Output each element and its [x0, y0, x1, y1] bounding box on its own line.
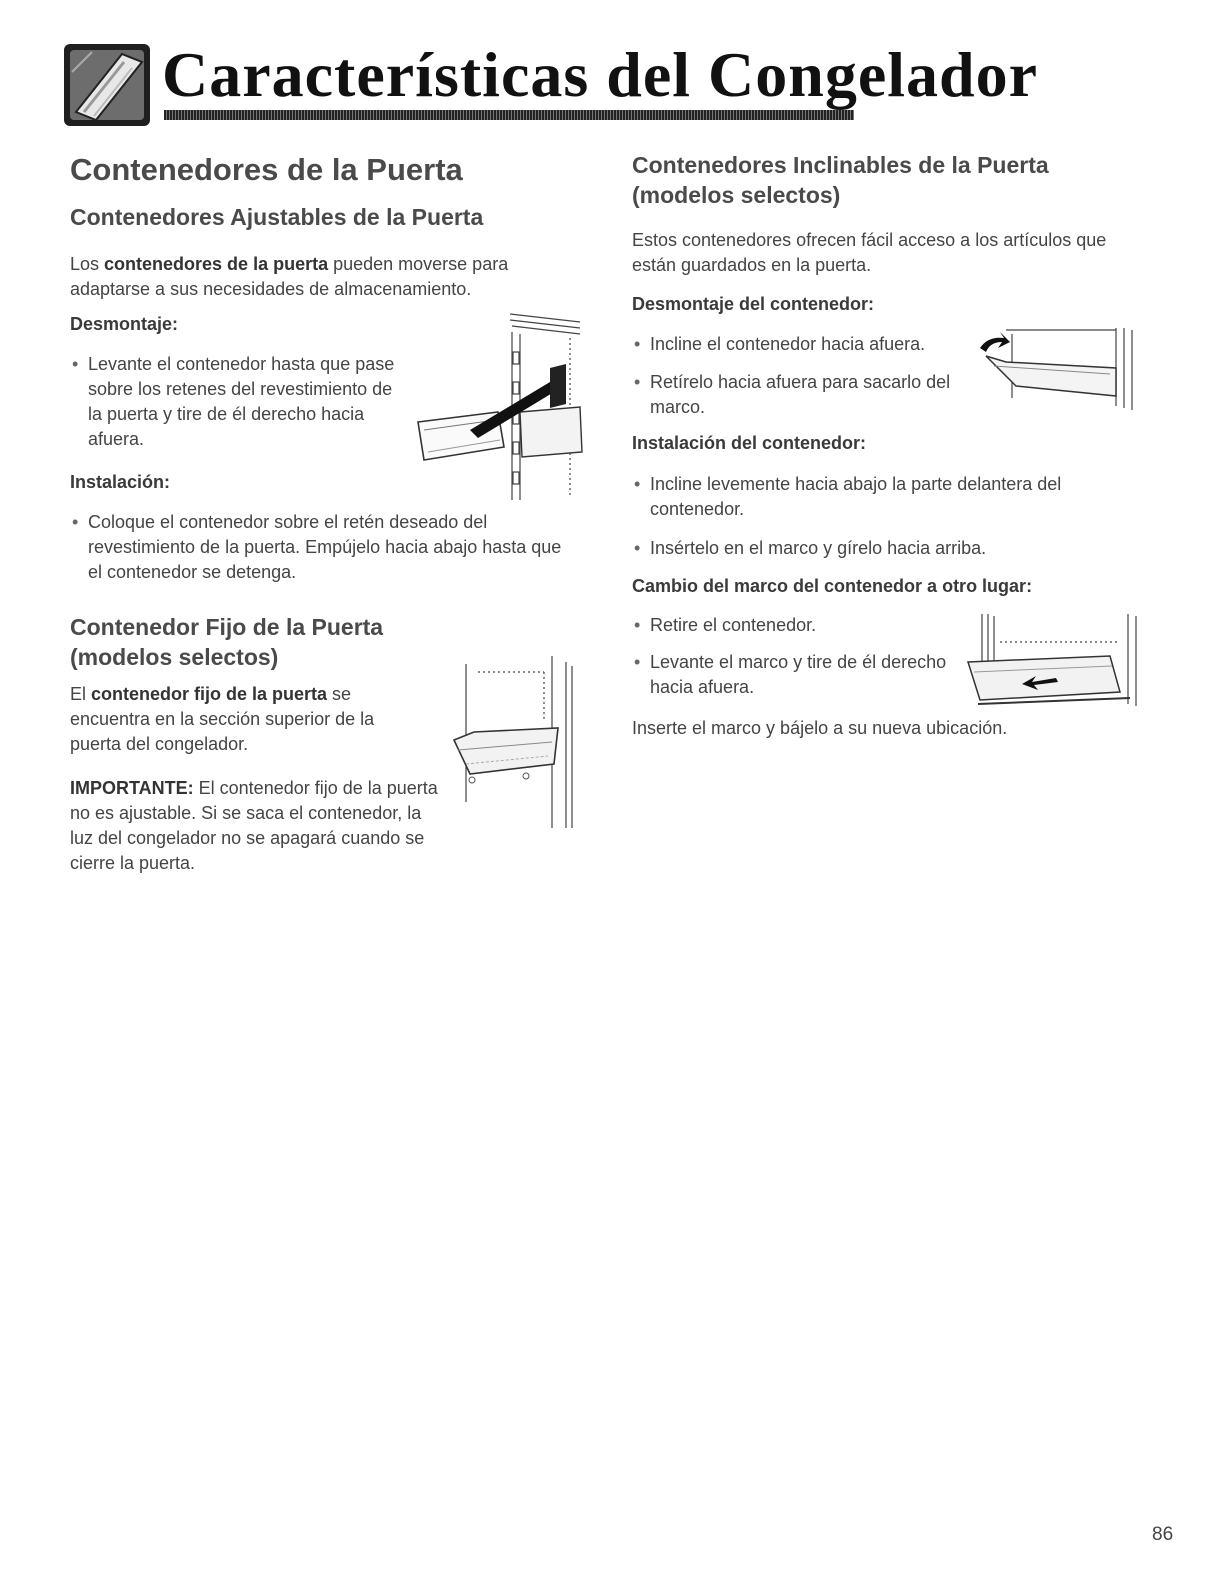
tilt-removal-label: Desmontaje del contenedor:	[632, 294, 875, 314]
removal-step: • Levante el contenedor hasta que pase sobre los retenes del revestimiento de la puerta y tire de él derecho hacia afuera.	[70, 352, 408, 452]
tilt-install-step-2: • Insértelo en el marco y gírelo hacia arriba.	[632, 536, 1160, 561]
subtitle-fixed-bin: Contenedor Fijo de la Puerta (modelos selectos)	[70, 614, 384, 670]
removal-label: Desmontaje:	[70, 314, 179, 334]
section-title-door-bins: Contenedores de la Puerta	[70, 152, 463, 187]
subtitle-tilt-bins: Contenedores Inclinables de la Puerta (modelos selectos)	[632, 152, 1049, 208]
fixed-intro: El contenedor fijo de la puerta se encuentra en la sección superior de la puerta del congelador.	[70, 684, 375, 754]
adjustable-bin-illustration	[400, 312, 585, 502]
tilt-closing: Inserte el marco y bájelo a su nueva ubicación.	[632, 718, 1008, 738]
important-note: IMPORTANTE: El contenedor fijo de la puerta no es ajustable. Si se saca el contenedor, la luz del congelador no se apagará cuando se cierre la puerta.	[70, 778, 438, 873]
tilt-bin-illustration	[976, 326, 1146, 416]
freezer-tab-icon	[62, 42, 152, 128]
tilt-move-step-2: • Levante el marco y tire de él derecho hacia afuera.	[632, 650, 950, 700]
adjustable-intro: Los contenedores de la puerta pueden moverse para adaptarse a sus necesidades de almacenamiento.	[70, 254, 509, 299]
fixed-bin-illustration	[448, 652, 583, 832]
install-label: Instalación:	[70, 472, 171, 492]
tilt-move-step-1: • Retire el contenedor.	[632, 613, 960, 638]
title-underline	[164, 110, 854, 120]
bin-frame-illustration	[960, 612, 1148, 710]
page-title: Características del Congelador	[162, 39, 1039, 110]
tilt-removal-step-1: • Incline el contenedor hacia afuera.	[632, 332, 990, 357]
page-number: 86	[1152, 1524, 1174, 1545]
tilt-intro: Estos contenedores ofrecen fácil acceso a los artículos que están guardados en la puerta.	[632, 230, 1107, 275]
page-header	[62, 38, 1039, 128]
install-step: • Coloque el contenedor sobre el retén deseado del revestimiento de la puerta. Empújelo hacia abajo hasta que el contenedor se detenga.	[70, 510, 568, 585]
tilt-move-label: Cambio del marco del contenedor a otro lugar:	[632, 576, 1033, 596]
tilt-install-label: Instalación del contenedor:	[632, 433, 867, 453]
tilt-removal-step-2: • Retírelo hacia afuera para sacarlo del marco.	[632, 370, 980, 420]
tilt-install-step-1: • Incline levemente hacia abajo la parte delantera del contenedor.	[632, 472, 1160, 522]
subtitle-adjustable-bins: Contenedores Ajustables de la Puerta	[70, 204, 484, 230]
